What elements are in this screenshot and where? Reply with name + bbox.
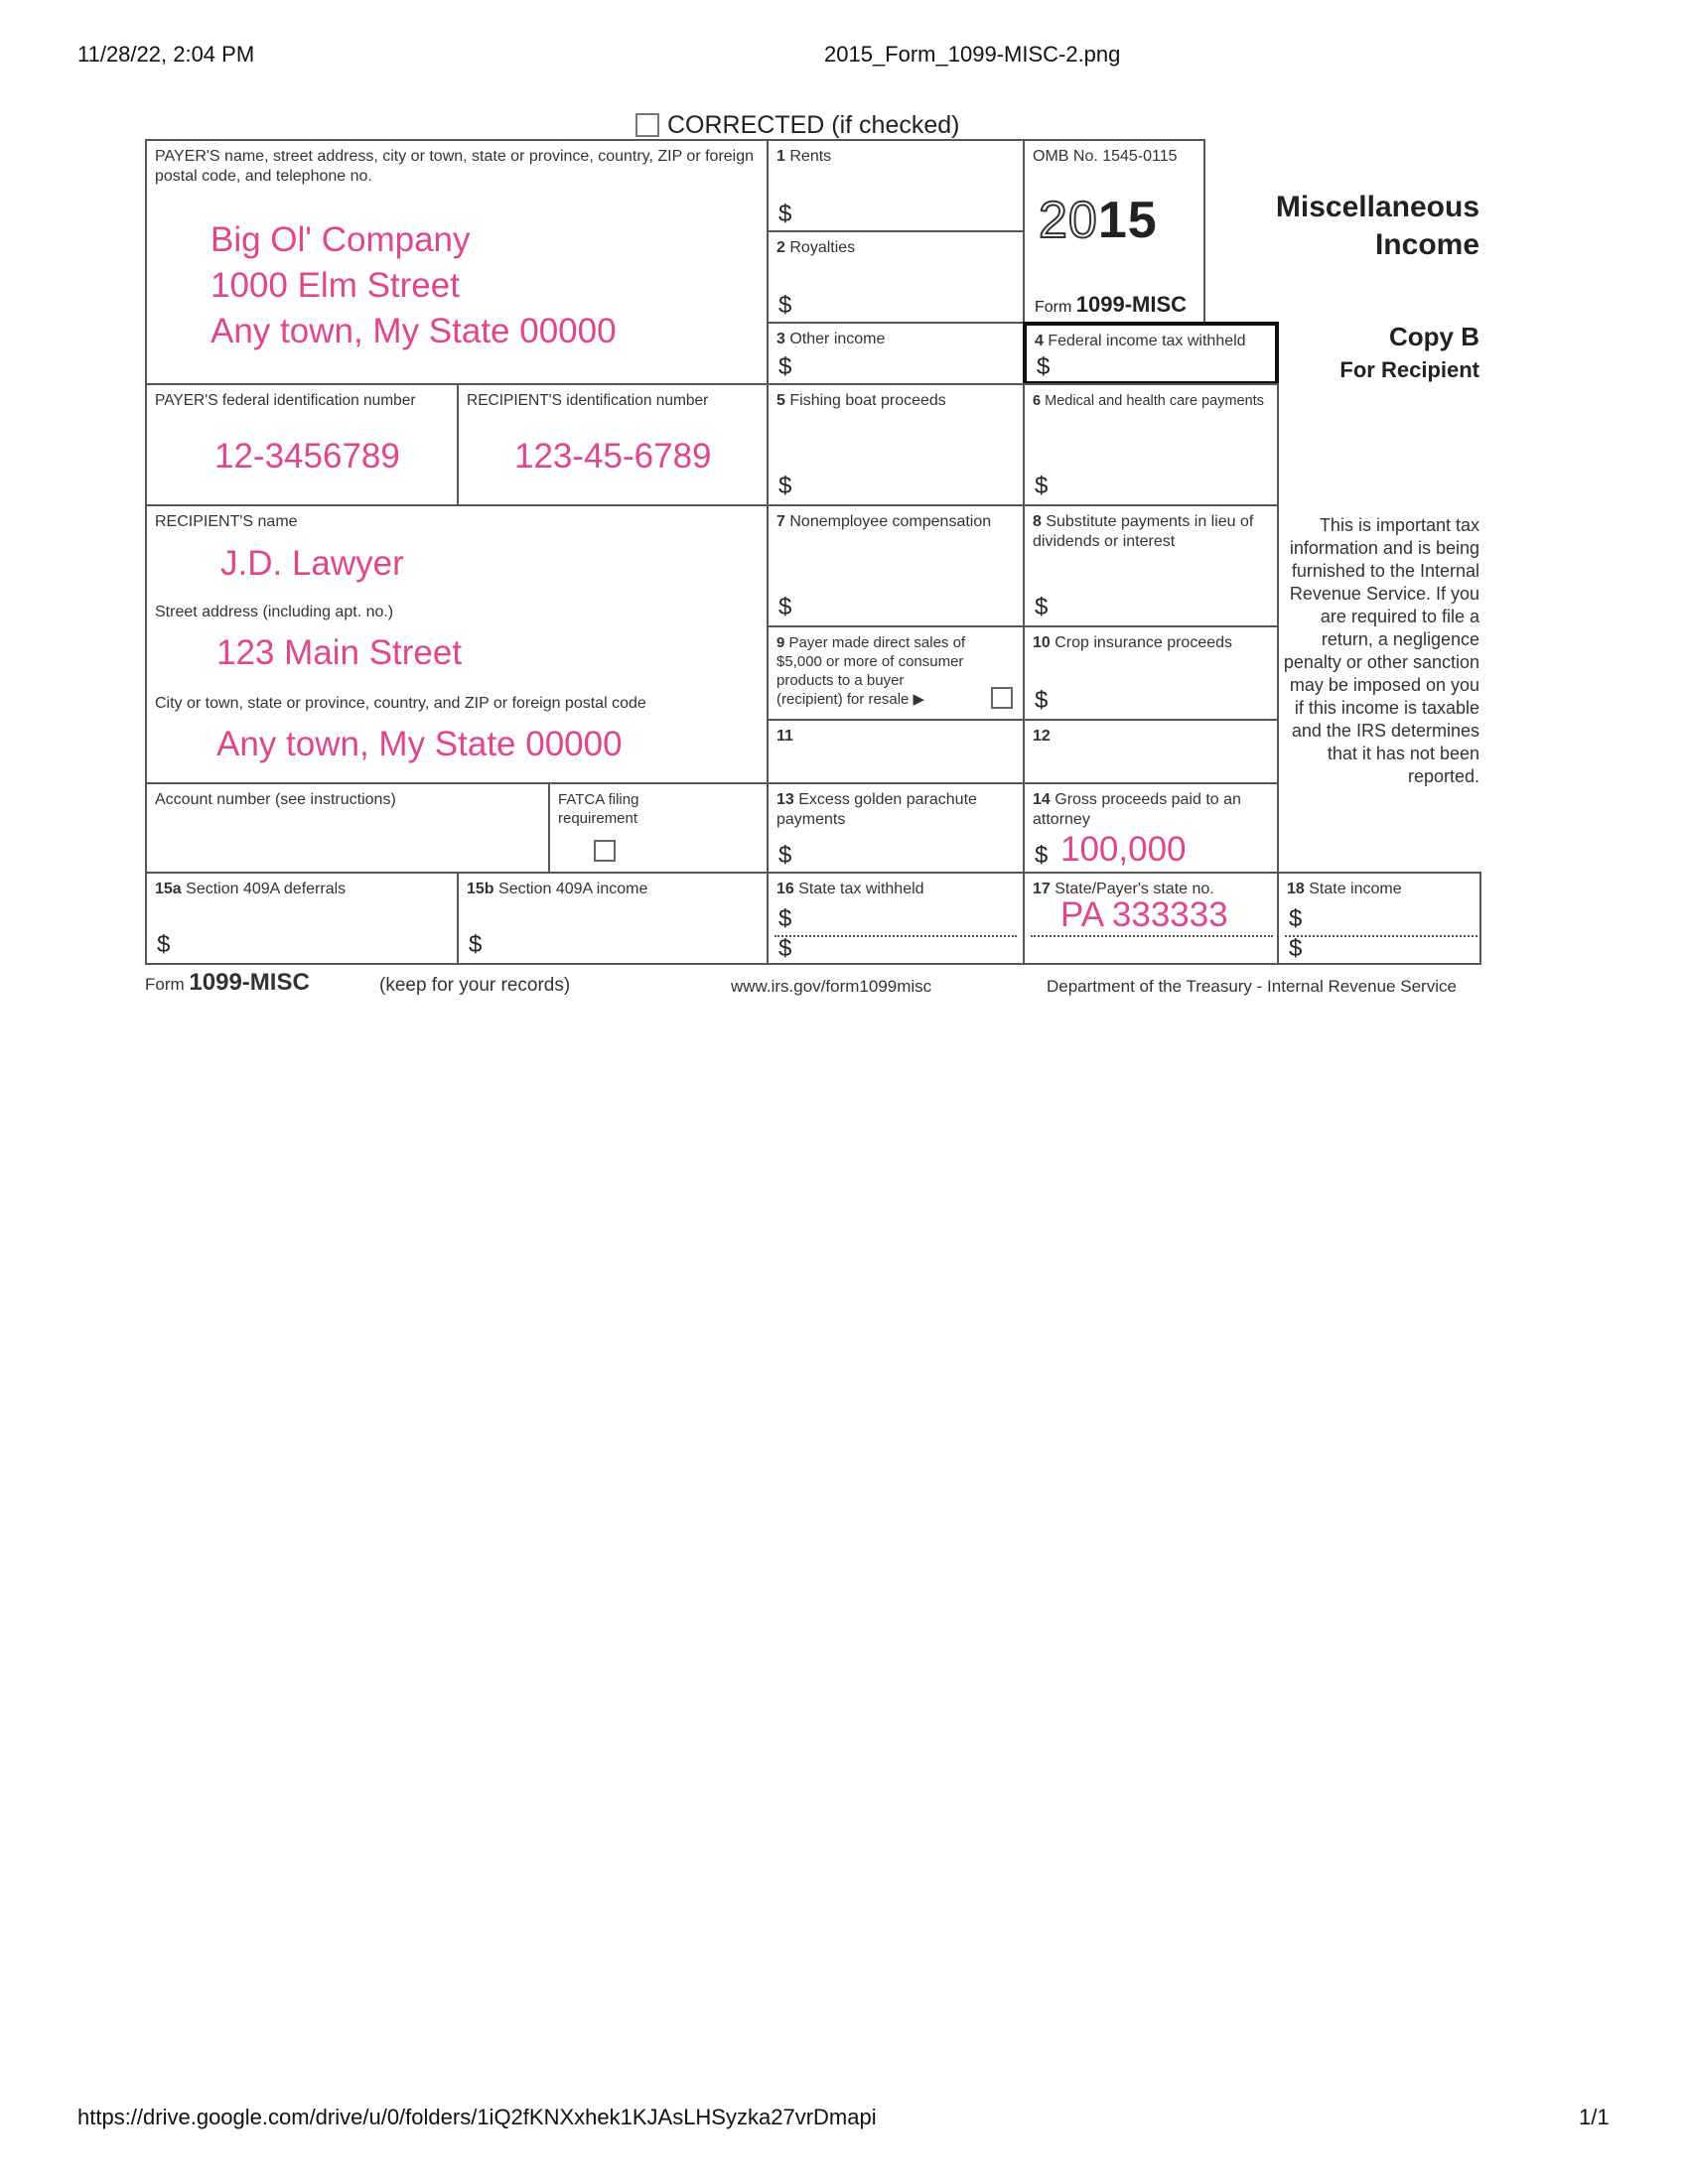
omb-year-box [1023, 139, 1205, 324]
box-14-amount: 100,000 [1060, 830, 1187, 869]
payer-tin-box [145, 383, 459, 506]
copy-title: Copy B [1389, 322, 1479, 351]
box-2-dollar: $ [778, 292, 792, 319]
box-17-divider [1031, 935, 1273, 937]
tax-year [1039, 191, 1158, 250]
form-title-line-2: Income [1374, 228, 1479, 261]
recipient-city: Any town, My State 00000 [216, 725, 623, 763]
footer-form-number: 1099-MISC [189, 969, 310, 996]
box-9-label: Payer made direct sales of $5,000 or more of consumer products to a buyer (recipient) for resale ▶ [776, 634, 966, 708]
state-payer-number: PA 333333 [1060, 895, 1228, 934]
payer-label: PAYER'S name, street address, city or town, state or province, country, ZIP or foreign postal code, and telephone no. [155, 148, 755, 185]
box-18-dollar-2: $ [1289, 935, 1303, 962]
box-3-other-income [767, 322, 1025, 385]
box-7-dollar: $ [778, 594, 792, 620]
form-number: 1099-MISC [1075, 292, 1188, 317]
box-10-crop-insurance [1023, 625, 1279, 721]
recipient-tin-box [457, 383, 769, 506]
box-3-dollar: $ [778, 353, 792, 380]
box-14-label: Gross proceeds paid to an attorney [1033, 791, 1241, 828]
box-16-label: State tax withheld [798, 881, 924, 897]
form-title-line-1: Miscellaneous [1275, 191, 1479, 223]
account-number-box [145, 782, 550, 874]
box-18-state-income [1277, 872, 1481, 965]
box-4-federal-withheld [1023, 322, 1279, 385]
box-13-dollar: $ [778, 842, 792, 869]
box-9-direct-sales [767, 625, 1025, 721]
box-7-number: 7 [776, 513, 785, 530]
box-17-label: State/Payer's state no. [1055, 881, 1214, 897]
box-1-number: 1 [776, 148, 785, 165]
box-14-attorney-proceeds [1023, 782, 1279, 874]
print-page-number: 1/1 [1579, 2105, 1610, 2129]
box-10-dollar: $ [1035, 687, 1049, 714]
box-9-number: 9 [776, 634, 785, 651]
corrected-label: CORRECTED (if checked) [667, 111, 960, 139]
box-17-state-number [1023, 872, 1279, 965]
recipient-street: 123 Main Street [216, 633, 463, 672]
tax-year-century: 20 [1039, 192, 1098, 249]
box-18-number: 18 [1287, 881, 1305, 897]
box-15b-dollar: $ [469, 931, 483, 958]
box-6-label: Medical and health care payments [1045, 393, 1264, 409]
box-8-substitute [1023, 504, 1279, 627]
corrected-checkbox[interactable] [635, 113, 659, 137]
fatca-label: FATCA filing requirement [558, 791, 639, 827]
box-4-dollar: $ [1037, 353, 1051, 380]
box-1-rents [767, 139, 1025, 232]
box-15b-label: Section 409A income [498, 881, 648, 897]
box-5-label: Fishing boat proceeds [789, 392, 946, 409]
print-url: https://drive.google.com/drive/u/0/folders/1iQ2fKNXxhek1KJAsLHSyzka27vrDmapi [77, 2105, 877, 2129]
box-16-state-tax [767, 872, 1025, 965]
form-id [1035, 292, 1187, 318]
box-17-number: 17 [1033, 881, 1051, 897]
box-11-number: 11 [776, 728, 793, 745]
box-4-number: 4 [1035, 333, 1044, 349]
box-18-divider [1285, 935, 1477, 937]
fatca-box [548, 782, 769, 874]
box-8-number: 8 [1033, 513, 1042, 530]
form-word: Form [1035, 299, 1072, 316]
box-5-number: 5 [776, 392, 785, 409]
recipient-tin-label: RECIPIENT'S identification number [467, 392, 709, 409]
footer-department: Department of the Treasury - Internal Revenue Service [1047, 977, 1457, 996]
box-12-number: 12 [1033, 728, 1051, 745]
box-16-divider [774, 935, 1017, 937]
box-16-dollar-1: $ [778, 905, 792, 932]
box-3-label: Other income [789, 331, 886, 347]
box-5-fishing-boat [767, 383, 1025, 506]
tax-notice: This is important tax information and is being furnished to the Internal Revenue Service. If you are required to file a return, a negligence penalty or other sanction may be imposed on you if this income is taxable and the IRS determines that it has not been reported. [1283, 515, 1479, 786]
payer-name: Big Ol' Company [211, 220, 471, 259]
box-4-label: Federal income tax withheld [1048, 333, 1246, 349]
payer-tin: 12-3456789 [214, 437, 400, 476]
box-2-number: 2 [776, 239, 785, 256]
box-15b-number: 15b [467, 881, 494, 897]
box-14-dollar: $ [1035, 842, 1049, 869]
box-3-number: 3 [776, 331, 785, 347]
recipient-tin: 123-45-6789 [514, 437, 712, 476]
box-1-dollar: $ [778, 201, 792, 227]
box-15a-dollar: $ [157, 931, 171, 958]
box-6-number: 6 [1033, 393, 1042, 409]
form-footer-id [145, 969, 310, 997]
box-5-dollar: $ [778, 473, 792, 499]
copy-subtitle: For Recipient [1339, 357, 1479, 382]
box-15a-label: Section 409A deferrals [186, 881, 347, 897]
box-7-label: Nonemployee compensation [789, 513, 992, 530]
box-6-dollar: $ [1035, 473, 1049, 499]
box-13-label: Excess golden parachute payments [776, 791, 977, 828]
copy-heading [1281, 320, 1479, 387]
box-14-number: 14 [1033, 791, 1051, 808]
box-6-medical [1023, 383, 1279, 506]
box-11 [767, 719, 1025, 784]
recipient-box [145, 504, 769, 784]
box-15b-409a-income [457, 872, 769, 965]
recipient-name: J.D. Lawyer [220, 544, 404, 583]
box-1-label: Rents [789, 148, 832, 165]
box-16-dollar-2: $ [778, 935, 792, 962]
box-13-golden-parachute [767, 782, 1025, 874]
footer-form-word: Form [145, 975, 185, 994]
print-datetime: 11/28/22, 2:04 PM [77, 42, 255, 67]
omb-number: OMB No. 1545-0115 [1033, 148, 1178, 165]
recipient-name-label: RECIPIENT'S name [155, 513, 298, 530]
footer-irs-url: www.irs.gov/form1099misc [731, 977, 932, 996]
box-2-label: Royalties [789, 239, 856, 256]
box-9-checkbox[interactable] [991, 687, 1013, 709]
payer-street: 1000 Elm Street [211, 266, 460, 305]
box-15a-number: 15a [155, 881, 182, 897]
print-file-title: 2015_Form_1099-MISC-2.png [824, 42, 1121, 67]
city-label: City or town, state or province, country, and ZIP or foreign postal code [155, 695, 646, 712]
box-7-nonemployee [767, 504, 1025, 627]
box-18-dollar-1: $ [1289, 905, 1303, 932]
box-10-label: Crop insurance proceeds [1055, 634, 1233, 651]
payer-city: Any town, My State 00000 [211, 312, 617, 350]
street-label: Street address (including apt. no.) [155, 604, 394, 620]
box-2-royalties [767, 230, 1025, 324]
box-8-dollar: $ [1035, 594, 1049, 620]
form-title [1221, 189, 1479, 264]
payer-box [145, 139, 769, 385]
tax-year-decade: 15 [1097, 192, 1158, 249]
account-number-label: Account number (see instructions) [155, 791, 396, 808]
corrected-checkbox-row [635, 111, 960, 140]
box-18-label: State income [1309, 881, 1402, 897]
fatca-checkbox[interactable] [594, 840, 616, 862]
box-8-label: Substitute payments in lieu of dividends or interest [1033, 513, 1254, 550]
box-12 [1023, 719, 1279, 784]
box-13-number: 13 [776, 791, 794, 808]
box-10-number: 10 [1033, 634, 1051, 651]
payer-tin-label: PAYER'S federal identification number [155, 392, 416, 409]
box-16-number: 16 [776, 881, 794, 897]
box-15a-409a-deferrals [145, 872, 459, 965]
footer-keep: (keep for your records) [379, 975, 571, 996]
